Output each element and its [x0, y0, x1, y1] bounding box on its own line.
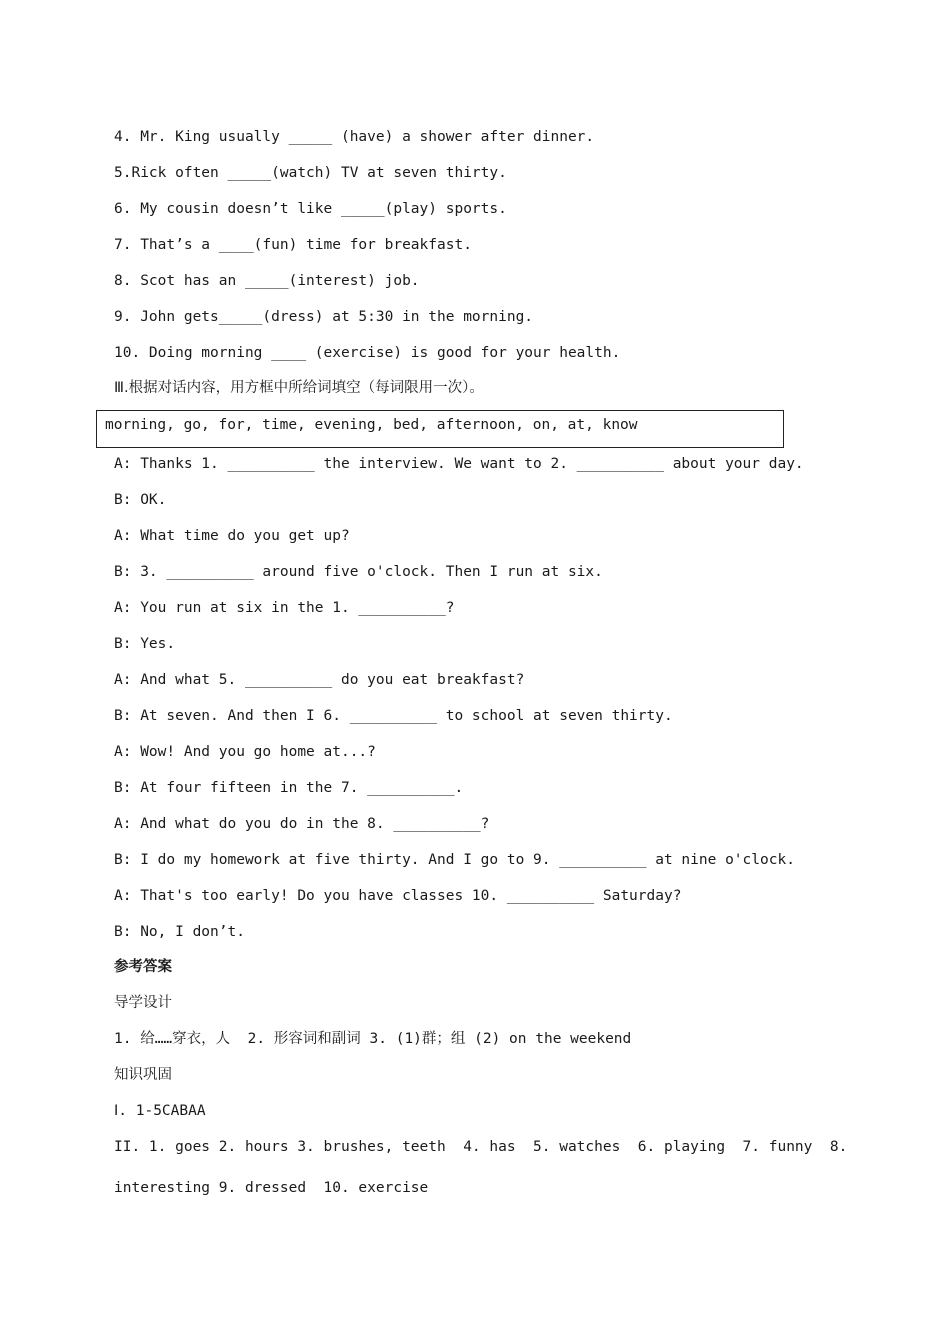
knowledge-heading: 知识巩固 [114, 1067, 172, 1083]
exercise-item: 6. My cousin doesn’t like _____(play) sports. [114, 201, 507, 217]
section-3-title: Ⅲ.根据对话内容，用方框中所给词填空（每词限用一次）。 [114, 380, 484, 396]
dialogue-line: B: No, I don’t. [114, 924, 245, 940]
exercise-item: 9. John gets_____(dress) at 5:30 in the morning. [114, 309, 534, 325]
dialogue-line: B: At seven. And then I 6. __________ to school at seven thirty. [114, 708, 673, 724]
exercise-item: 7. That’s a ____(fun) time for breakfast. [114, 237, 472, 253]
exercise-item: 10. Doing morning ____ (exercise) is good for your health. [114, 345, 621, 361]
exercise-item: 8. Scot has an _____(interest) job. [114, 273, 420, 289]
dialogue-line: B: At four fifteen in the 7. __________. [114, 780, 464, 796]
dialogue-line: A: And what 5. __________ do you eat breakfast? [114, 672, 525, 688]
dialogue-line: A: That's too early! Do you have classes 10. __________ Saturday? [114, 888, 682, 904]
dialogue-line: B: Yes. [114, 636, 176, 652]
guide-answers: 1. 给……穿衣，人 2. 形容词和副词 3. (1)群；组 (2) on the weekend [114, 1031, 632, 1047]
part-1-answers: Ⅰ. 1-5CABAA [114, 1103, 206, 1119]
dialogue-line: A: You run at six in the 1. __________? [114, 600, 455, 616]
guide-heading: 导学设计 [114, 995, 172, 1011]
dialogue-line: B: I do my homework at five thirty. And I go to 9. __________ at nine o'clock. [114, 852, 795, 868]
exercise-item: 5.Rick often _____(watch) TV at seven thirty. [114, 165, 507, 181]
dialogue-line: A: And what do you do in the 8. __________? [114, 816, 490, 832]
answers-title: 参考答案 [114, 959, 172, 975]
word-box-text: morning, go, for, time, evening, bed, afternoon, on, at, know [105, 417, 638, 433]
dialogue-line: A: What time do you get up? [114, 528, 350, 544]
word-box [96, 410, 784, 448]
dialogue-line: B: 3. __________ around five o'clock. Then I run at six. [114, 564, 603, 580]
dialogue-line: A: Thanks 1. __________ the interview. We want to 2. __________ about your day. [114, 456, 804, 472]
part-2-answers: II. 1. goes 2. hours 3. brushes, teeth 4. has 5. watches 6. playing 7. funny 8. [114, 1139, 848, 1155]
part-2-answers-cont: interesting 9. dressed 10. exercise [114, 1180, 429, 1196]
exercise-item: 4. Mr. King usually _____ (have) a shower after dinner. [114, 129, 595, 145]
dialogue-line: B: OK. [114, 492, 167, 508]
dialogue-line: A: Wow! And you go home at...? [114, 744, 376, 760]
